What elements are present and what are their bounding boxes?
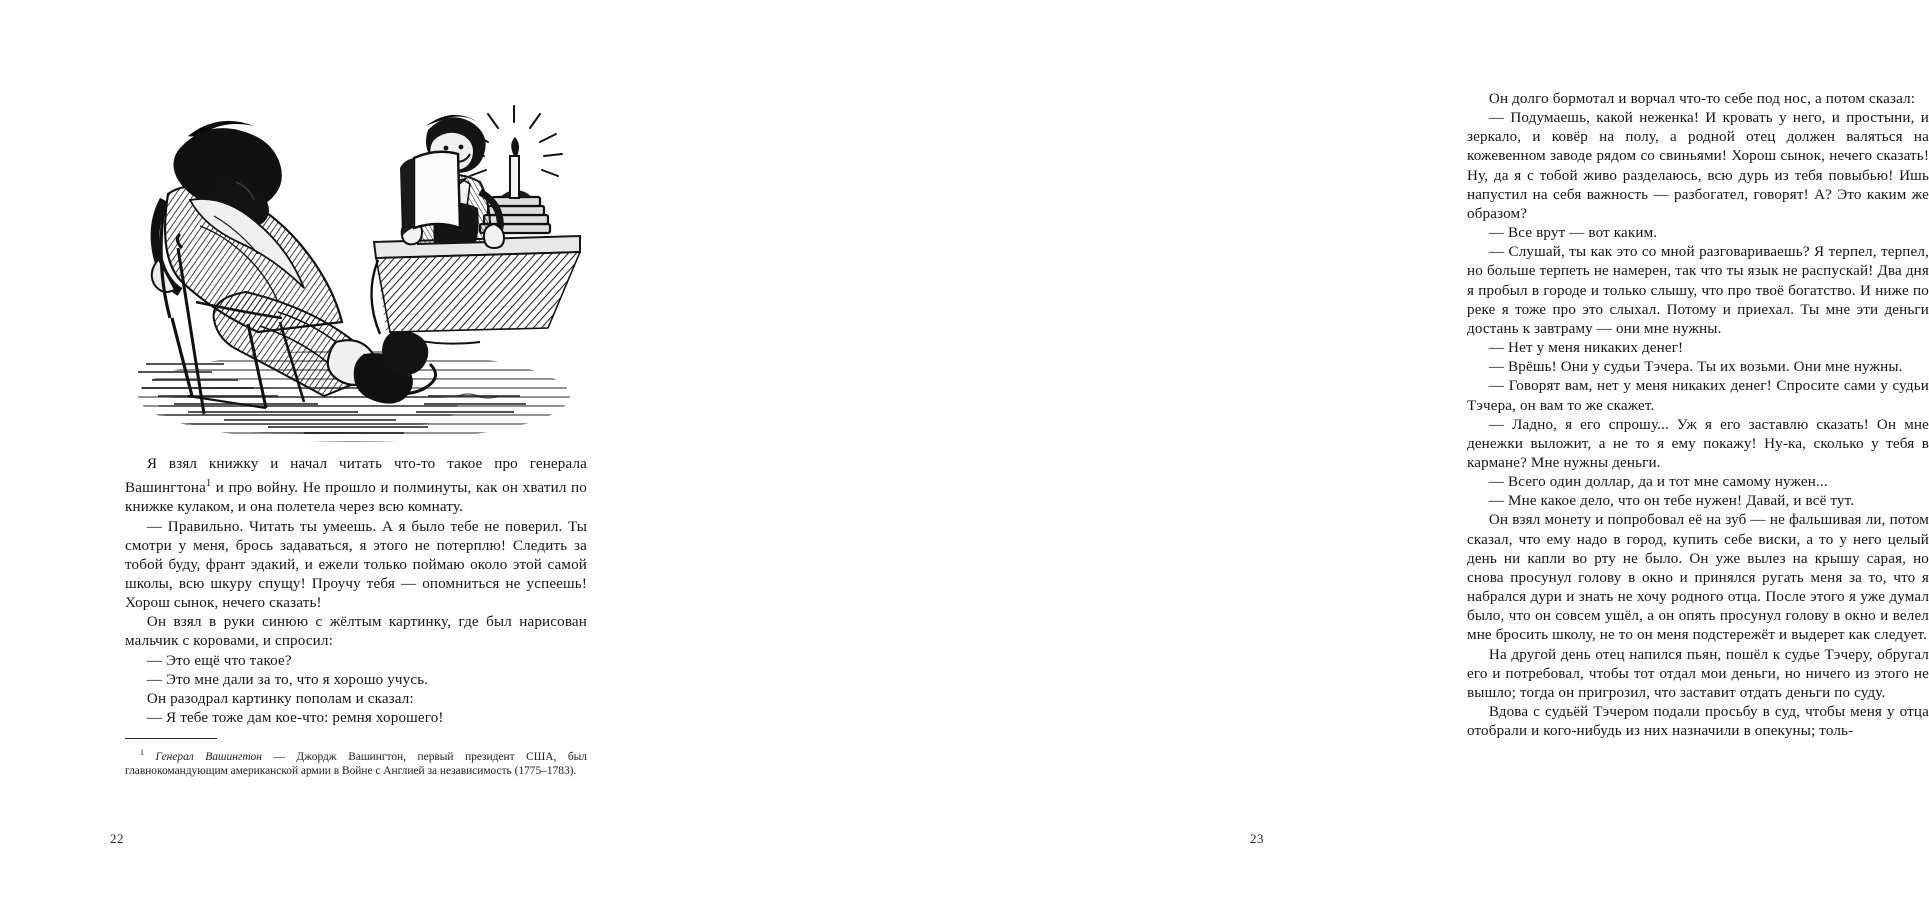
paragraph: — Врёшь! Они у судьи Тэчера. Ты их возьми. Они мне нужны. bbox=[1488, 359, 1903, 376]
footnote-body: — Джордж Вашингтон, первый президент США, был главнокомандующим американской армии в Войне с Англией за независимость (1775–1783). bbox=[125, 750, 587, 778]
paragraph: — Всего один доллар, да и тот мне самому нужен... bbox=[1488, 474, 1828, 491]
paragraph: — Это мне дали за то, что я хорошо учусь. bbox=[146, 671, 429, 688]
right-page bbox=[687, 0, 1929, 905]
footnote-marker: 1 bbox=[139, 748, 144, 757]
paragraph: — Это ещё что такое? bbox=[146, 652, 292, 669]
footnote bbox=[125, 738, 587, 779]
footnote-text bbox=[125, 746, 587, 779]
paragraph: Он взял в руки синюю с жёлтым картинку, где был нарисован мальчик с коровами, и спросил: bbox=[125, 614, 587, 650]
left-page bbox=[0, 0, 687, 905]
right-page-body-text bbox=[1467, 90, 1929, 741]
paragraph: — Нет у меня никаких денег! bbox=[1488, 340, 1684, 357]
paragraph: Я взял книжку и начал читать что-то такое про генерала Вашингтона$^1$ и про войну. Не прошло и полминуты, как он хватил по книжке кулаком, и она полетела через всю комнату. bbox=[125, 456, 587, 516]
table bbox=[371, 236, 580, 344]
paragraph: — Подумаешь, какой неженка! И кровать у него, и простыни, и зеркало, и ковёр на полу, а родной отец должен валяться на кожевенном заводе рядом со свиньями! Хорош сынок, нечего сказать! Ну, да я с тобой живо разделаюсь, всю дурь из тебя повыбью! Ишь напустил на себя важность — разбогател, говорят! А? Это каким же образом? bbox=[1467, 110, 1929, 222]
paragraph: Он долго бормотал и ворчал что-то себе под нос, а потом сказал: bbox=[1488, 91, 1916, 107]
paragraph: — Говорят вам, нет у меня никаких денег! Спросите сами у судьи Тэчера, он вам то же скажет. bbox=[1467, 378, 1929, 414]
left-page-body-text bbox=[125, 455, 587, 728]
footnote-italic-lead: Генерал Вашингтон bbox=[155, 750, 262, 763]
paragraph: На другой день отец напился пьян, пошёл к судье Тэчеру, обругал его и потребовал, чтобы тот отдал мои деньги, но ничего из этого не вышло; тогда он пригрозил, что заставит отдать деньги по суду. bbox=[1467, 646, 1929, 701]
illustration-man-and-boy bbox=[128, 96, 580, 441]
paragraph: Он разодрал картинку пополам и сказал: bbox=[146, 690, 414, 707]
paragraph: Вдова с судьёй Тэчером подали просьбу в суд, чтобы меня у отца отобрали и кого-нибудь из них назначили в опекуны; толь- bbox=[1467, 704, 1929, 740]
footnote-rule bbox=[125, 738, 217, 739]
boy-reading bbox=[400, 115, 504, 248]
footnote-reference-marker: 1 bbox=[205, 478, 212, 490]
paragraph: — Все врут — вот каким. bbox=[1488, 225, 1658, 242]
paragraph: Он взял монету и попробовал её на зуб — не фальшивая ли, потом сказал, что ему надо в город, купить себе виски, а то у него целый день ни капли во рту не было. Он уже вылез на крышу сарая, но снова просунул голову в окно и принялся ругать меня за то, что я набрался дури и знать не хочу родного отца. После этого я уже думал было, что он совсем ушёл, а он опять просунул голову в окно и велел мне бросить школу, не то он меня подстережёт и выдерет как следует. bbox=[1467, 512, 1929, 644]
page-number-right: 23 bbox=[1249, 831, 1264, 846]
paragraph: — Слушай, ты как это со мной разговариваешь? Я терпел, терпел, но больше терпеть не намерен, так что ты язык не распускай! Два дня я пробыл в городе и только слышу, что про твоё богатство. И ниже по реке я тоже про это слыхал. Потому и приехал. Ты мне эти деньги достань к завтраму — они мне нужны. bbox=[1467, 244, 1929, 337]
page-number-left: 22 bbox=[110, 831, 125, 846]
paragraph: — Мне какое дело, что он тебе нужен! Давай, и всё тут. bbox=[1488, 493, 1855, 510]
paragraph: — Правильно. Читать ты умеешь. А я было тебе не поверил. Ты смотри у меня, брось задаваться, я этого не потерплю! Следить за тобой буду, франт эдакий, и ежели только поймаю около этой самой школы, всю шкуру спущу! Проучу тебя — опомниться не успеешь! Хорош сынок, нечего сказать! bbox=[125, 518, 587, 612]
paragraph: — Я тебе тоже дам кое-что: ремня хорошего! bbox=[146, 710, 444, 727]
paragraph: — Ладно, я его спрошу... Уж я его заставлю сказать! Он мне денежки выложит, а не то я ему покажу! Ну-ка, сколько у тебя в кармане? Мне нужны деньги. bbox=[1467, 416, 1929, 471]
